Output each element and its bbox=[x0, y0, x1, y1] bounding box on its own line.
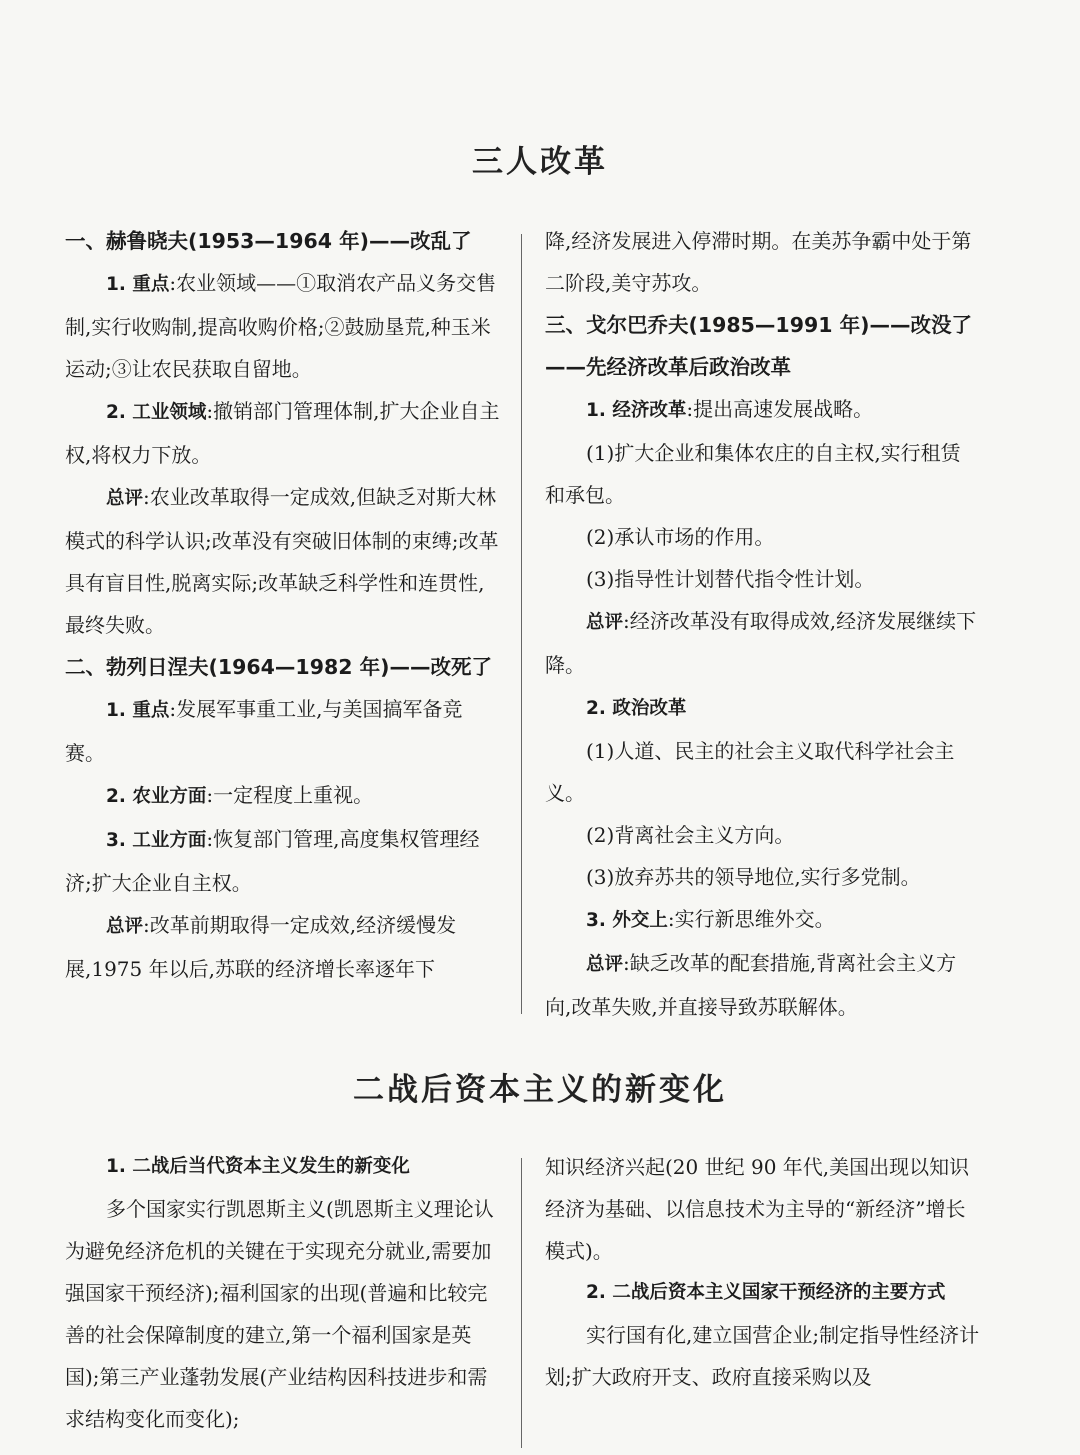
text: :经济改革没有取得成效,经济发展继续下降。 bbox=[545, 609, 977, 677]
subheading: 1. 二战后当代资本主义发生的新变化 bbox=[106, 1156, 410, 1177]
label: 总评 bbox=[106, 916, 144, 937]
paragraph bbox=[65, 774, 500, 818]
label: 2. 农业方面 bbox=[106, 786, 207, 807]
text: :缺乏改革的配套措施,背离社会主义方向,改革失败,并直接导致苏联解体。 bbox=[545, 951, 957, 1019]
text: :撤销部门管理体制,扩大企业自主权,将权力下放。 bbox=[65, 399, 500, 467]
heading-khrushchev: 一、赫鲁晓夫(1953—1964 年)——改乱了 bbox=[65, 229, 472, 253]
paragraph bbox=[545, 942, 980, 1028]
section-title-reforms: 三人改革 bbox=[472, 144, 608, 180]
subheading: 2. 二战后资本主义国家干预经济的主要方式 bbox=[586, 1282, 946, 1303]
text: :实行新思维外交。 bbox=[667, 907, 835, 931]
paragraph bbox=[545, 388, 980, 432]
left-column-capitalism bbox=[65, 1146, 500, 1440]
text: :一定程度上重视。 bbox=[206, 783, 374, 807]
column-divider bbox=[521, 234, 522, 1014]
label: 总评 bbox=[106, 488, 144, 509]
label: 2. 工业领域 bbox=[106, 402, 207, 423]
paragraph bbox=[65, 688, 500, 774]
text: :农业领域——①取消农产品义务交售制,实行收购制,提高收购价格;②鼓励垦荒,种玉米运动;③让农民获取自留地。 bbox=[65, 271, 497, 381]
text: :改革前期取得一定成效,经济缓慢发展,1975 年以后,苏联的经济增长率逐年下 bbox=[65, 913, 457, 981]
heading-gorbachev: 三、戈尔巴乔夫(1985—1991 年)——改没了——先经济改革后政治改革 bbox=[545, 313, 972, 379]
paragraph: (3)指导性计划替代指令性计划。 bbox=[586, 567, 875, 591]
label: 总评 bbox=[586, 612, 624, 633]
label: 2. 政治改革 bbox=[586, 698, 687, 719]
text: :提出高速发展战略。 bbox=[686, 397, 874, 421]
label: 1. 经济改革 bbox=[586, 400, 687, 421]
column-divider bbox=[521, 1158, 522, 1448]
label: 3. 外交上 bbox=[586, 910, 668, 931]
paragraph: 多个国家实行凯恩斯主义(凯恩斯主义理论认为避免经济危机的关键在于实现充分就业,需要加强国家干预经济);福利国家的出现(普遍和比较完善的社会保障制度的建立,第一个福利国家是英国);第三产业蓬勃发展(产业结构因科技进步和需求结构变化而变化); bbox=[65, 1197, 494, 1431]
right-column-reforms bbox=[545, 220, 980, 1028]
paragraph: (2)承认市场的作用。 bbox=[586, 525, 775, 549]
left-column-reforms bbox=[65, 220, 500, 990]
label: 总评 bbox=[586, 954, 624, 975]
label: 1. 重点 bbox=[106, 700, 170, 721]
paragraph bbox=[65, 904, 500, 990]
paragraph bbox=[545, 898, 980, 942]
heading-brezhnev: 二、勃列日涅夫(1964—1982 年)——改死了 bbox=[65, 655, 492, 679]
paragraph: 知识经济兴起(20 世纪 90 年代,美国出现以知识经济为基础、以信息技术为主导的“新经济”增长模式)。 bbox=[545, 1155, 970, 1263]
text: :发展军事重工业,与美国搞军备竞赛。 bbox=[65, 697, 463, 765]
paragraph bbox=[545, 686, 980, 730]
paragraph: (3)放弃苏共的领导地位,实行多党制。 bbox=[586, 865, 921, 889]
section-title-capitalism: 二战后资本主义的新变化 bbox=[353, 1072, 727, 1108]
right-column-capitalism bbox=[545, 1146, 980, 1398]
paragraph bbox=[65, 390, 500, 476]
text: :农业改革取得一定成效,但缺乏对斯大林模式的科学认识;改革没有突破旧体制的束缚;改革具有盲目性,脱离实际;改革缺乏科学性和连贯性,最终失败。 bbox=[65, 485, 499, 637]
paragraph bbox=[545, 600, 980, 686]
paragraph: (1)人道、民主的社会主义取代科学社会主义。 bbox=[545, 739, 955, 805]
text: :恢复部门管理,高度集权管理经济;扩大企业自主权。 bbox=[65, 827, 480, 895]
paragraph bbox=[65, 818, 500, 904]
label: 3. 工业方面 bbox=[106, 830, 207, 851]
label: 1. 重点 bbox=[106, 274, 170, 295]
paragraph: (2)背离社会主义方向。 bbox=[586, 823, 795, 847]
paragraph: 实行国有化,建立国营企业;制定指导性经济计划;扩大政府开支、政府直接采购以及 bbox=[545, 1323, 980, 1389]
paragraph: 降,经济发展进入停滞时期。在美苏争霸中处于第二阶段,美守苏攻。 bbox=[545, 229, 972, 295]
paragraph bbox=[65, 476, 500, 646]
paragraph bbox=[65, 262, 500, 390]
paragraph: (1)扩大企业和集体农庄的自主权,实行租赁和承包。 bbox=[545, 441, 961, 507]
